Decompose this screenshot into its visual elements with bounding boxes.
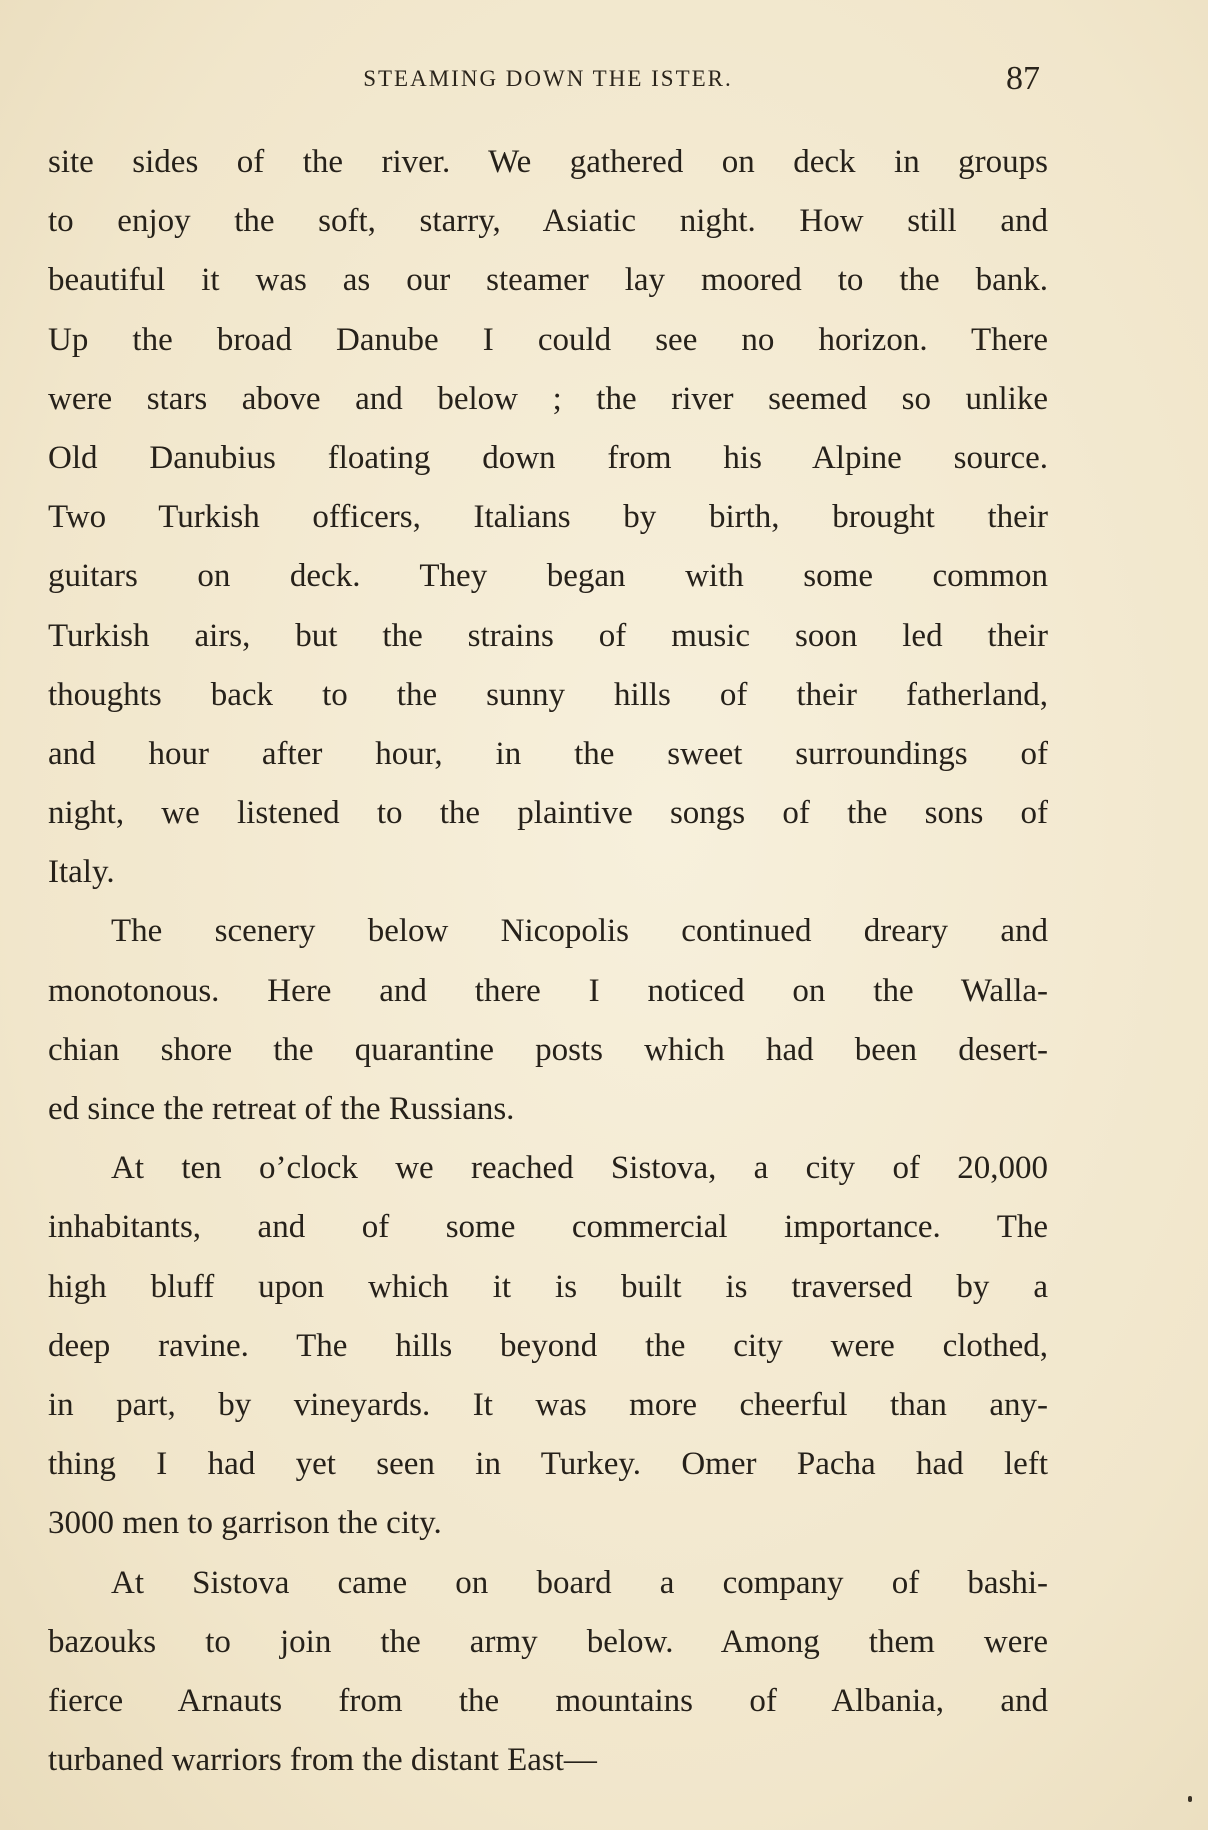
text-line: thoughts back to the sunny hills of their fatherland, (48, 676, 1048, 713)
text-line: thing I had yet seen in Turkey. Omer Pacha had left (48, 1446, 1048, 1483)
text-line: ed since the retreat of the Russians. (48, 1091, 515, 1127)
text-line: chian shore the quarantine posts which had been desert- (48, 1031, 1048, 1068)
text-line: beautiful it was as our steamer lay moored to the bank. (48, 262, 1048, 299)
text-line: to enjoy the soft, starry, Asiatic night. How still and (48, 203, 1048, 240)
text-line: fierce Arnauts from the mountains of Albania, and (48, 1682, 1048, 1719)
text-line: At ten o’clock we reached Sistova, a city of 20,000 (111, 1150, 1048, 1187)
text-line: Two Turkish officers, Italians by birth, brought their (48, 499, 1048, 536)
running-title: STEAMING DOWN THE ISTER. (363, 66, 733, 91)
text-line: Up the broad Danube I could see no horizon. There (48, 321, 1048, 358)
page-number: 87 (1006, 60, 1040, 97)
body-text (48, 133, 1048, 1790)
text-line: Italy. (48, 854, 115, 891)
text-line: inhabitants, and of some commercial importance. The (48, 1209, 1048, 1246)
text-line: Old Danubius floating down from his Alpine source. (48, 439, 1048, 476)
text-line: guitars on deck. They began with some common (48, 558, 1048, 595)
running-head (48, 60, 1048, 100)
text-line: 3000 men to garrison the city. (48, 1505, 442, 1542)
text-line: and hour after hour, in the sweet surroundings of (48, 735, 1048, 772)
ink-speck (1188, 1796, 1192, 1802)
text-line: Turkish airs, but the strains of music soon led their (48, 617, 1048, 654)
text-line: The scenery below Nicopolis continued dreary and (111, 913, 1048, 950)
text-line: bazouks to join the army below. Among them were (48, 1623, 1048, 1660)
text-line: were stars above and below ; the river seemed so unlike (48, 380, 1048, 417)
text-line: in part, by vineyards. It was more cheerful than any- (48, 1386, 1048, 1423)
paragraph (48, 133, 1048, 902)
text-line: monotonous. Here and there I noticed on the Walla- (48, 972, 1048, 1009)
paragraph (48, 1554, 1048, 1791)
text-line: deep ravine. The hills beyond the city were clothed, (48, 1327, 1048, 1364)
paragraph (48, 902, 1048, 1139)
text-line: night, we listened to the plaintive songs of the sons of (48, 795, 1048, 832)
text-line: high bluff upon which it is built is traversed by a (48, 1268, 1048, 1305)
text-line: site sides of the river. We gathered on deck in groups (48, 144, 1048, 180)
paragraph (48, 1139, 1048, 1553)
text-line: At Sistova came on board a company of bashi- (111, 1564, 1048, 1601)
text-line: turbaned warriors from the distant East— (48, 1742, 597, 1779)
